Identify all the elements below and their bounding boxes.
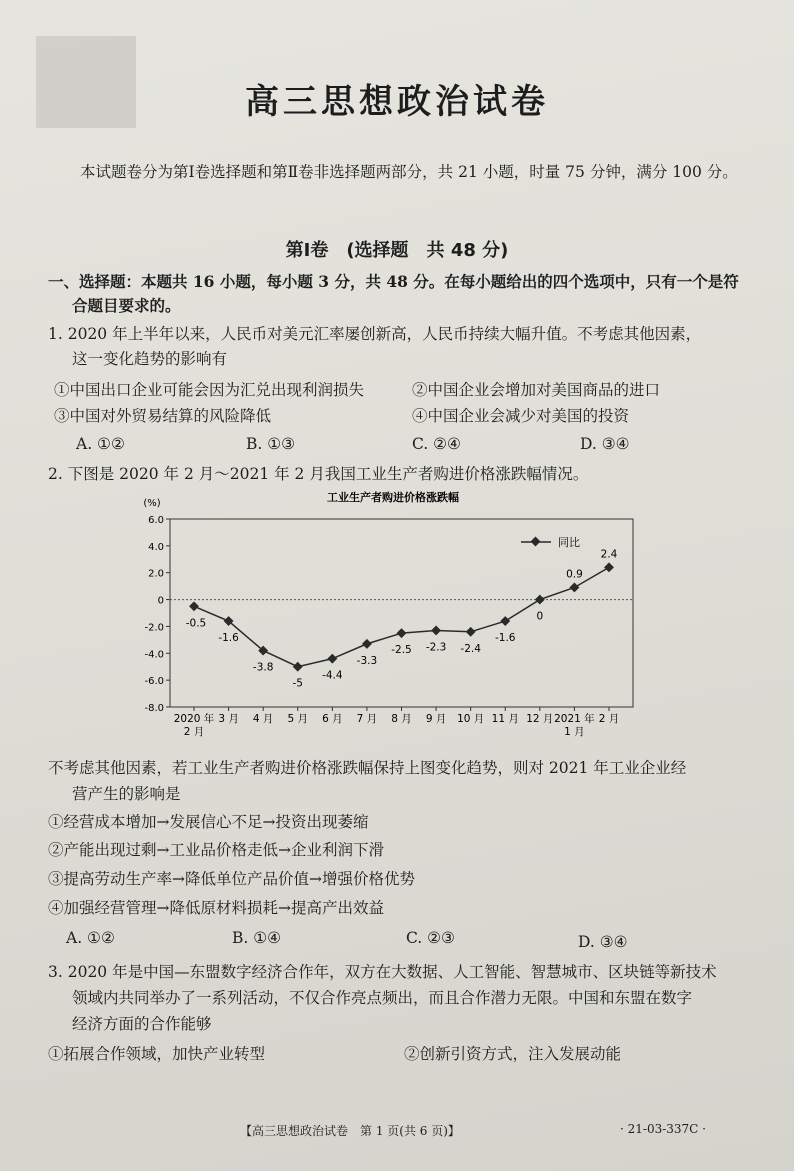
q1-statement-2: ②中国企业会增加对美国商品的进口: [412, 381, 661, 399]
x-tick-label: 12 月: [526, 713, 554, 725]
x-tick-label: 5 月: [287, 713, 309, 725]
q1-option-d: D. ③④: [580, 435, 630, 453]
data-label: -2.5: [391, 644, 412, 657]
instruction-line-2: 合题目要求的。: [72, 296, 181, 315]
y-tick-label: 2.0: [148, 568, 164, 580]
footer-page-info: 【高三思想政治试卷 第 1 页(共 6 页)】: [240, 1124, 460, 1138]
data-point: [293, 662, 303, 672]
data-label: -4.4: [322, 669, 343, 682]
x-tick-label: 4 月: [252, 713, 274, 725]
q2-statement-2: ②产能出现过剩→工业品价格走低→企业利润下滑: [48, 841, 384, 859]
q3-stem-1: 3. 2020 年是中国—东盟数字经济合作年，双方在大数据、人工智能、智慧城市、区块链等新技术: [48, 963, 717, 981]
q2-statement-4: ④加强经营管理→降低原材料损耗→提高产出效益: [48, 899, 384, 917]
y-tick-label: 0: [157, 595, 164, 607]
chart-unit-label: (%): [143, 498, 161, 509]
q2-statement-3: ③提高劳动生产率→降低单位产品价值→增强价格优势: [48, 870, 415, 888]
q3-stem-3: 经济方面的合作能够: [72, 1015, 212, 1033]
y-tick-label: -2.0: [144, 622, 164, 634]
q1-statement-3: ③中国对外贸易结算的风险降低: [54, 407, 272, 425]
data-point: [189, 601, 199, 611]
q2-option-d: D. ③④: [578, 933, 628, 951]
x-tick-label: 8 月: [391, 713, 412, 725]
x-tick-label: 10 月: [457, 713, 485, 725]
x-tick-label: 1 月: [564, 726, 585, 738]
q1-stem-1: 1. 2020 年上半年以来，人民币对美元汇率屡创新高，人民币持续大幅升值。不考虑其他因素，: [48, 325, 702, 343]
q2-after-1: 不考虑其他因素，若工业生产者购进价格涨跌幅保持上图变化趋势，则对 2021 年工业企业经: [48, 759, 687, 777]
x-tick-label: 9 月: [425, 713, 447, 725]
chart-legend: [521, 535, 580, 549]
q3-statement-1: ①拓展合作领域，加快产业转型: [48, 1045, 266, 1063]
q2-option-c: C. ②③: [406, 929, 455, 947]
data-label: -2.4: [460, 642, 481, 655]
x-tick-label: 6 月: [322, 713, 343, 725]
data-point: [397, 628, 407, 638]
data-label: 2.4: [600, 548, 618, 561]
y-tick-label: -8.0: [144, 703, 164, 714]
data-point: [431, 626, 441, 636]
footer-code: · 21-03-337C ·: [620, 1122, 706, 1136]
data-label: -5: [292, 677, 303, 690]
y-tick-label: -6.0: [144, 676, 164, 688]
data-label: -0.5: [185, 617, 207, 630]
x-tick-label: 2021 年: [554, 713, 595, 725]
page-title: 高三思想政治试卷: [245, 82, 549, 122]
data-label: -1.6: [218, 632, 239, 645]
q1-statement-1: ①中国出口企业可能会因为汇兑出现利润损失: [54, 381, 365, 399]
data-point: [569, 583, 579, 593]
q2-after-2: 营产生的影响是: [72, 785, 181, 803]
x-tick-label: 11 月: [491, 713, 519, 725]
data-point: [500, 616, 510, 626]
data-label: 0.9: [566, 568, 583, 581]
intro-paragraph: 本试题卷分为第Ⅰ卷选择题和第Ⅱ卷非选择题两部分，共 21 小题，时量 75 分钟，满分 100 分。: [80, 163, 738, 181]
q2-option-a: A. ①②: [66, 929, 115, 947]
q1-option-c: C. ②④: [412, 435, 461, 453]
q2-stem: 2. 下图是 2020 年 2 月～2021 年 2 月我国工业生产者购进价格涨跌幅情况。: [48, 465, 589, 483]
data-point: [466, 627, 476, 637]
q1-stem-2: 这一变化趋势的影响有: [72, 350, 228, 368]
data-point: [604, 562, 614, 572]
chart-title: 工业生产者购进价格涨跌幅: [327, 491, 459, 504]
data-point: [362, 639, 372, 649]
price-chart: [138, 488, 648, 748]
price-chart-svg: [138, 488, 648, 748]
y-tick-label: 4.0: [148, 541, 164, 553]
q1-statement-4: ④中国企业会减少对美国的投资: [412, 407, 630, 425]
data-point: [327, 654, 337, 664]
y-tick-label: 6.0: [148, 515, 164, 526]
section-title: 第Ⅰ卷 (选择题 共 48 分): [285, 240, 509, 261]
data-label: -1.6: [495, 632, 516, 645]
legend-label: 同比: [558, 536, 580, 549]
y-tick-label: -4.0: [144, 649, 164, 661]
q1-option-b: B. ①③: [246, 435, 296, 453]
q3-statement-2: ②创新引资方式，注入发展动能: [404, 1045, 622, 1063]
data-label: 0: [536, 610, 544, 623]
q2-statement-1: ①经营成本增加→发展信心不足→投资出现萎缩: [48, 813, 369, 831]
legend-marker: [531, 537, 541, 547]
x-tick-label: 2 月: [183, 726, 205, 738]
instruction-line-1: 一、选择题：本题共 16 小题，每小题 3 分，共 48 分。在每小题给出的四个选项中，只有一个是符: [48, 272, 739, 291]
q2-option-b: B. ①④: [232, 929, 282, 947]
x-tick-label: 7 月: [356, 713, 378, 725]
data-label: -3.8: [252, 661, 274, 674]
data-label: -3.3: [356, 654, 378, 667]
x-tick-label: 2 月: [598, 713, 620, 725]
data-label: -2.3: [425, 641, 447, 654]
q1-option-a: A. ①②: [76, 435, 125, 453]
x-tick-label: 3 月: [218, 713, 239, 725]
x-tick-label: 2020 年: [173, 713, 215, 725]
data-point: [535, 595, 545, 605]
q3-stem-2: 领域内共同举办了一系列活动，不仅合作亮点频出，而且合作潜力无限。中国和东盟在数字: [72, 989, 693, 1007]
